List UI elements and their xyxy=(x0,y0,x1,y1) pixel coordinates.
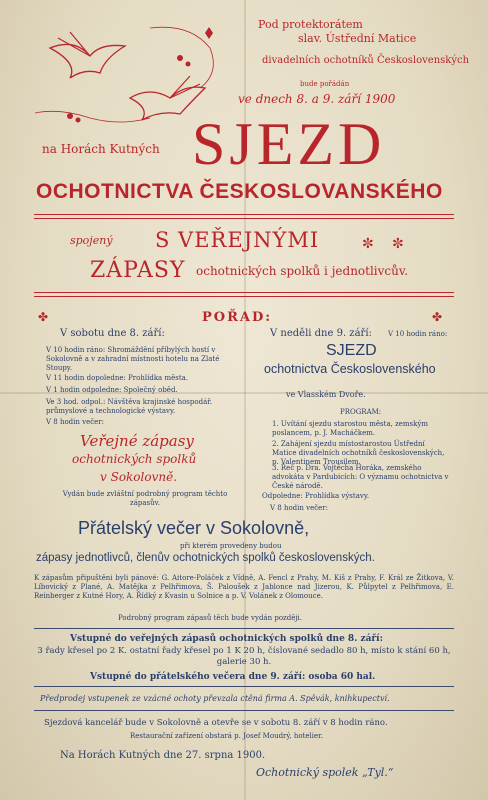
evening-contests: zápasy jednotlivců, členův ochotnických spolků československých. xyxy=(36,552,375,564)
flower-ornament-icon: ✼ xyxy=(392,236,404,252)
saturday-event-title: Veřejné zápasy xyxy=(80,432,194,450)
saturday-item: V 11 hodin dopoledne: Prohlídka města. xyxy=(46,374,189,382)
saturday-item: V 10 hodin ráno: Shromáždění příbylých hostí v Sokolovně a v zahradní místnosti hotelu na Zlaté Stoupy. xyxy=(46,346,220,372)
sunday-time: V 10 hodin ráno: xyxy=(388,330,448,338)
saturday-event-line2: ochotnických spolků xyxy=(72,452,197,466)
sunday-item: 1. Uvítání sjezdu starostou města, zemským poslancem, p. J. Macháčkem. xyxy=(272,420,428,437)
contests-of-text: ochotnických spolků i jednotlivcův. xyxy=(196,264,409,278)
ticket-line-1: Vstupné do veřejných zápasů ochotnických spolků dne 8. září: xyxy=(70,634,383,644)
restaurant-text: Restaurační zařízení obstará p. Josef Moudrý, hotelier. xyxy=(130,732,323,740)
sunday-program-label: PROGRAM: xyxy=(340,408,382,416)
place-text: na Horách Kutných xyxy=(42,142,160,156)
footer-date: Na Horách Kutných dne 27. srpna 1900. xyxy=(60,750,266,761)
contests-text: ZÁPASY xyxy=(90,258,186,283)
office-text: Sjezdová kancelář bude v Sokolovně a otevře se v sobotu 8. září v 8 hodin ráno. xyxy=(44,718,388,728)
presale-text: Předprodej vstupenek ze vzácné ochoty převzala ctěná firma A. Spěvák, knihkupectví. xyxy=(40,694,390,703)
evening-detail: Podrobný program zápasů těch bude vydán později. xyxy=(118,614,302,622)
held-text: bude pořádán xyxy=(300,80,350,88)
sunday-heading: V neděli dne 9. září: xyxy=(270,328,372,339)
protectorate-line-3: divadelních ochotníků Československých xyxy=(262,55,470,66)
divider xyxy=(34,296,454,297)
sunday-item: 3. Řeč p. Dra. Vojtěcha Horáka, zemského advokáta v Pardubicích: O významu ochotnictva v České národě. xyxy=(272,464,449,490)
saturday-item: Ve 3 hod. odpol.: Návštěva krajinské hospodář. průmyslové a technologické výstavy. xyxy=(46,398,213,415)
divider xyxy=(34,218,454,219)
sunday-title: SJEZD xyxy=(326,342,377,359)
flower-ornament-icon: ✼ xyxy=(362,236,374,252)
ticket-line-2: 3 řady křesel po 2 K. ostatní řady křesel po 1 K 20 h, číslované sedadlo 80 h, místo k stání 60 h, galerie 30 h. xyxy=(37,646,451,667)
divider xyxy=(34,214,454,215)
main-subtitle: OCHOTNICTVA ČESKOSLOVANSKÉHO xyxy=(36,180,443,203)
protectorate-line-1: Pod protektorátem xyxy=(258,18,363,31)
divider xyxy=(34,710,454,711)
flower-ornament-icon: ✤ xyxy=(38,310,49,324)
public-text: S VEŘEJNÝMI xyxy=(155,228,320,252)
joined-text: spojený xyxy=(70,234,113,247)
main-title: SJEZD xyxy=(192,111,386,177)
evening-title: Přátelský večer v Sokolovně, xyxy=(78,518,310,538)
saturday-item: V 1 hodin odpoledne: Společný oběd. xyxy=(46,386,178,394)
admitted-list: K zápasům připuštěni byli pánové: G. Aitore-Poláček z Vídně, A. Fencl z Prahy, M. Kiš z Prahy, F. Král ze Žitkova, V. Líbovický z Plané, A. Matějka z Pelhřimova, Š. Paloušek z Jablonce nad Jizerou, K. Půlpytel z Pelhřimova, E. Reinberger z Kutné Hory, A. Řídký z Kvasin u Solnice a p. V. Volánek z Olomouce. xyxy=(34,574,454,600)
flower-ornament-icon: ✤ xyxy=(432,310,443,324)
saturday-heading: V sobotu dne 8. září: xyxy=(60,328,165,339)
saturday-event-line3: v Sokolovně. xyxy=(100,470,178,484)
sunday-item: 2. Zahájení sjezdu místostarostou Ústřední Matice divadelních ochotníků československých, p. Valentinem Trousilem. xyxy=(272,440,445,466)
sunday-afternoon: Odpoledne: Prohlídka výstavy. xyxy=(262,492,370,500)
divider xyxy=(34,628,454,629)
sunday-subtitle: ochotnictva Československého xyxy=(264,362,436,376)
event-dates: ve dnech 8. a 9. září 1900 xyxy=(238,92,396,106)
sunday-evening: V 8 hodin večer: xyxy=(270,504,328,512)
protectorate-line-2: slav. Ústřední Matice xyxy=(298,32,417,45)
program-heading: POŘAD: xyxy=(202,310,273,325)
saturday-item: V 8 hodin večer: xyxy=(46,418,104,426)
ticket-line-3: Vstupné do přátelského večera dne 9. září: osoba 60 hal. xyxy=(90,672,376,682)
sunday-venue: ve Vlasském Dvoře. xyxy=(286,390,366,399)
divider xyxy=(34,686,454,687)
saturday-note: Vydán bude zvláštní podrobný program těchto zápasův. xyxy=(62,490,228,507)
evening-sub: při kterém provedeny budou xyxy=(180,542,282,550)
divider xyxy=(34,292,454,293)
signature: Ochotnický spolek „Tyl.“ xyxy=(256,766,394,779)
